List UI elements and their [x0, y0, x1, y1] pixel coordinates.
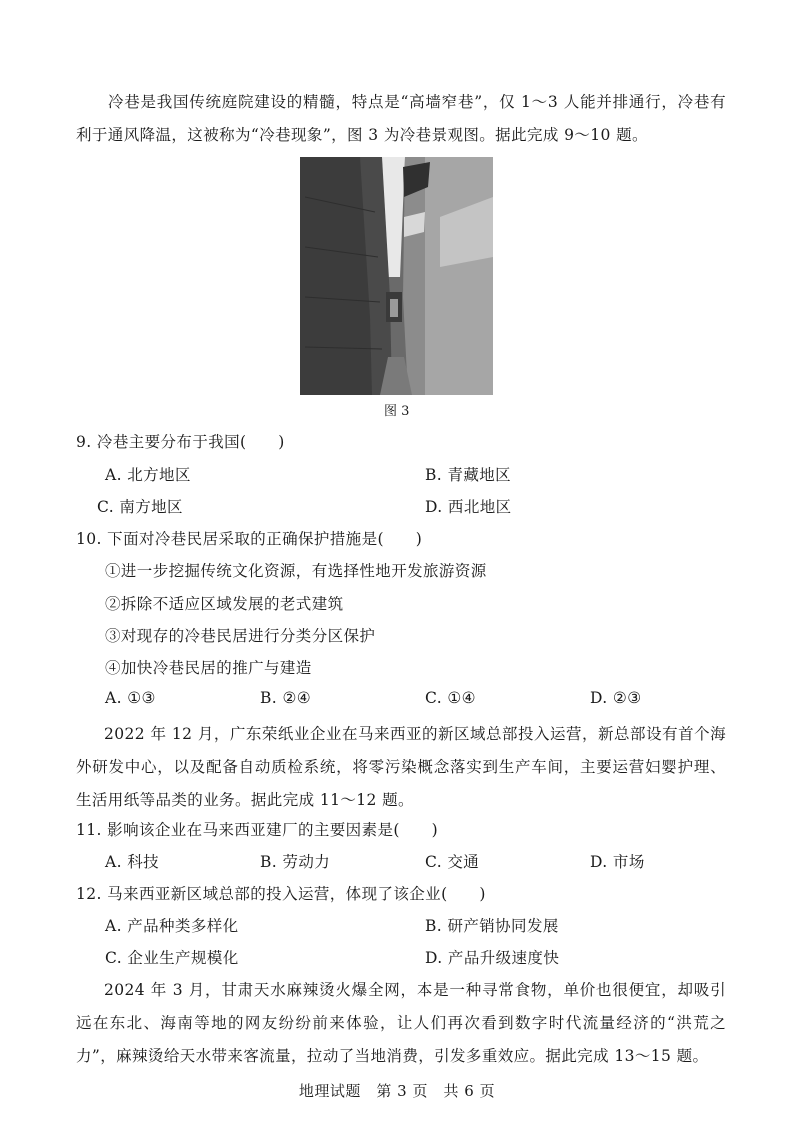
q11-option-c: C. 交通 [425, 853, 480, 871]
q10-statement-3: ③对现存的冷巷民居进行分类分区保护 [105, 627, 376, 645]
passage-cold-alley: 冷巷是我国传统庭院建设的精髓，特点是“高墙窄巷”，仅 1～3 人能并排通行，冷巷有利于通风降温，这被称为“冷巷现象”，图 3 为冷巷景观图。据此完成 9～10 题。 [76, 93, 726, 144]
q10-stem: 10. 下面对冷巷民居采取的正确保护措施是( ) [76, 530, 423, 548]
q12-option-b: B. 研产销协同发展 [425, 917, 559, 935]
page-footer: 地理试题 第 3 页 共 6 页 [298, 1082, 496, 1100]
q10-option-c: C. ①④ [425, 689, 476, 707]
q12-stem: 12. 马来西亚新区域总部的投入运营，体现了该企业( ) [76, 885, 486, 903]
q12-option-d: D. 产品升级速度快 [425, 949, 560, 967]
q11-stem: 11. 影响该企业在马来西亚建厂的主要因素是( ) [76, 821, 439, 839]
cold-alley-photo [300, 157, 493, 395]
q11-option-d: D. 市场 [590, 853, 645, 871]
q11-option-b: B. 劳动力 [260, 853, 331, 871]
q9-stem: 9. 冷巷主要分布于我国( ) [76, 433, 285, 451]
q9-option-c: C. 南方地区 [97, 498, 183, 516]
q10-option-b: B. ②④ [260, 689, 312, 707]
q9-option-a: A. 北方地区 [105, 466, 191, 484]
q10-statement-2: ②拆除不适应区域发展的老式建筑 [105, 595, 344, 613]
q10-option-a: A. ①③ [105, 689, 156, 707]
q9-option-d: D. 西北地区 [425, 498, 512, 516]
q9-option-b: B. 青藏地区 [425, 466, 512, 484]
q10-statement-1: ①进一步挖掘传统文化资源，有选择性地开发旅游资源 [105, 562, 487, 580]
figure-caption: 图 3 [384, 404, 410, 419]
passage-paper-company: 2022 年 12 月，广东荣纸业企业在马来西亚的新区域总部投入运营，新总部设有首个海外研发中心，以及配备自动质检系统，将零污染概念落实到生产车间，主要运营妇婴护理、生活用纸等品类的业务。据此完成 11～12 题。 [76, 725, 726, 809]
q12-option-a: A. 产品种类多样化 [105, 917, 239, 935]
q12-option-c: C. 企业生产规模化 [105, 949, 239, 967]
q10-option-d: D. ②③ [590, 689, 642, 707]
passage-tianshui-malatang: 2024 年 3 月，甘肃天水麻辣烫火爆全网，本是一种寻常食物，单价也很便宜，却吸引远在东北、海南等地的网友纷纷前来体验，让人们再次看到数字时代流量经济的“洪荒之力”，麻辣烫给天水带来客流量，拉动了当地消费，引发多重效应。据此完成 13～15 题。 [76, 981, 726, 1065]
q11-option-a: A. 科技 [105, 853, 160, 871]
q10-statement-4: ④加快冷巷民居的推广与建造 [105, 659, 312, 677]
